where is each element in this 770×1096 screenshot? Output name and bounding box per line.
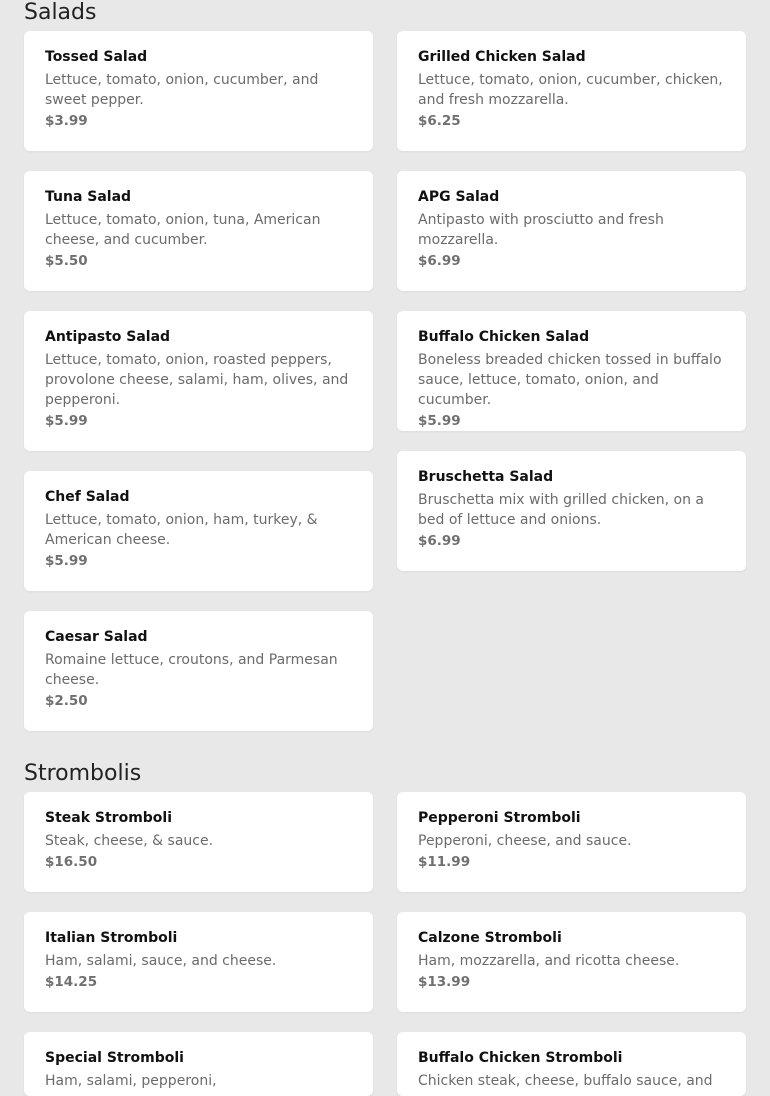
menu-item-card[interactable] [24,1032,373,1096]
item-price: $6.99 [418,253,461,269]
item-name: Grilled Chicken Salad [418,49,586,65]
item-name: Bruschetta Salad [418,469,554,485]
item-name: Steak Stromboli [45,810,173,826]
item-description: Lettuce, tomato, onion, tuna, American cheese, and cucumber. [45,212,321,248]
item-name: Italian Stromboli [45,930,178,946]
item-description: Antipasto with prosciutto and fresh mozzarella. [418,212,664,248]
menu-item-card[interactable] [24,171,373,291]
item-description: Bruschetta mix with grilled chicken, on a bed of lettuce and onions. [418,492,705,528]
section-title-salads: Salads [24,0,97,25]
item-description: Lettuce, tomato, onion, cucumber, chicken, and fresh mozzarella. [418,72,723,108]
menu-item-card[interactable] [24,912,373,1012]
item-description: Boneless breaded chicken tossed in buffalo sauce, lettuce, tomato, onion, and cucumber. [418,352,722,408]
item-description: Lettuce, tomato, onion, cucumber, and sweet pepper. [45,72,319,108]
menu-item-card[interactable] [397,912,746,1012]
menu-item-card[interactable] [24,311,373,451]
item-price: $13.99 [418,974,471,990]
menu-item-card[interactable] [397,1032,746,1096]
item-name: APG Salad [418,189,500,205]
menu-item-card[interactable] [24,471,373,591]
menu-item-card[interactable] [24,611,373,731]
item-name: Pepperoni Stromboli [418,810,581,826]
item-name: Chef Salad [45,489,130,505]
item-name: Caesar Salad [45,629,148,645]
item-price: $2.50 [45,693,88,709]
item-price: $3.99 [45,113,88,129]
item-name: Buffalo Chicken Salad [418,329,590,345]
item-price: $11.99 [418,854,471,870]
item-name: Tuna Salad [45,189,132,205]
menu-item-card[interactable] [397,171,746,291]
item-price: $5.99 [45,413,88,429]
item-name: Buffalo Chicken Stromboli [418,1050,623,1066]
item-description: Lettuce, tomato, onion, roasted peppers, provolone cheese, salami, ham, olives, and pepperoni. [45,352,349,408]
item-description: Pepperoni, cheese, and sauce. [418,833,632,849]
item-name: Special Stromboli [45,1050,184,1066]
menu-item-card[interactable] [397,31,746,151]
item-description: Ham, mozzarella, and ricotta cheese. [418,953,680,969]
menu-item-card[interactable] [397,792,746,892]
item-price: $5.50 [45,253,88,269]
item-price: $16.50 [45,854,98,870]
item-description: Ham, salami, sauce, and cheese. [45,953,277,969]
item-name: Tossed Salad [45,49,148,65]
item-price: $14.25 [45,974,98,990]
menu-item-card[interactable] [397,311,746,431]
item-price: $5.99 [418,413,461,429]
menu-item-card[interactable] [24,792,373,892]
item-description: Ham, salami, pepperoni, [45,1073,217,1089]
item-description: Chicken steak, cheese, buffalo sauce, and [418,1073,713,1089]
item-price: $6.25 [418,113,461,129]
item-price: $5.99 [45,553,88,569]
item-description: Steak, cheese, & sauce. [45,833,214,849]
menu-item-card[interactable] [24,31,373,151]
item-name: Antipasto Salad [45,329,171,345]
item-price: $6.99 [418,533,461,549]
section-title-strombolis: Strombolis [24,761,142,786]
item-description: Romaine lettuce, croutons, and Parmesan cheese. [45,652,338,688]
item-description: Lettuce, tomato, onion, ham, turkey, & American cheese. [45,512,318,548]
item-name: Calzone Stromboli [418,930,562,946]
menu-item-card[interactable] [397,451,746,571]
